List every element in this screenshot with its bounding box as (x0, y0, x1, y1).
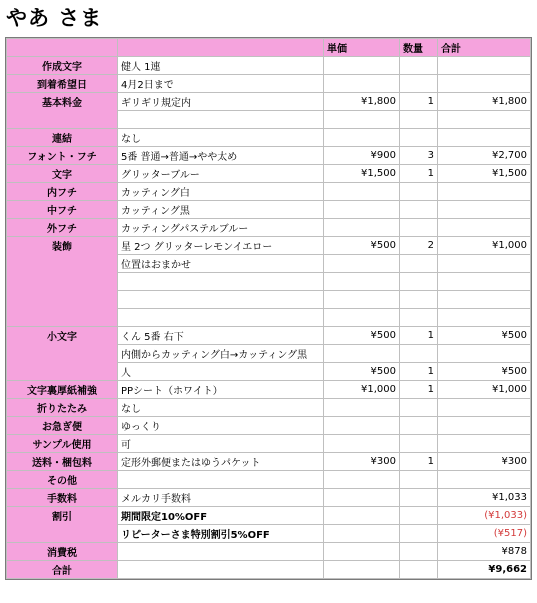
table-row (7, 183, 531, 201)
row-price-base-fee: ¥1,800 (324, 93, 400, 111)
row-total-backing: ¥1,000 (438, 381, 531, 399)
row-total-tax: ¥878 (438, 543, 531, 561)
row-desc-arrival-date: 4月2日まで (118, 75, 324, 93)
row-label-link: 連結 (7, 129, 118, 147)
table-row (7, 93, 531, 111)
row-desc-shipping: 定形外郵便またはゆうパケット (118, 453, 324, 471)
row-price-backing: ¥1,000 (324, 381, 400, 399)
row-label-small-text: 小文字 (7, 327, 118, 381)
page-title: やあ さま (6, 6, 103, 30)
row-qty-small-text-3: 1 (400, 363, 438, 381)
row-desc-link: なし (118, 129, 324, 147)
row-price-small-text-3: ¥500 (324, 363, 400, 381)
header-blank-desc (118, 39, 324, 57)
row-label-inner-edge: 内フチ (7, 183, 118, 201)
row-desc-base-fee: ギリギリ規定内 (118, 93, 324, 111)
row-label-shipping: 送料・梱包料 (7, 453, 118, 471)
row-desc-small-text-1: くん 5番 右下 (118, 327, 324, 345)
row-total-small-text-1: ¥500 (438, 327, 531, 345)
row-label-sample: サンプル使用 (7, 435, 118, 453)
row-total-shipping: ¥300 (438, 453, 531, 471)
header-unit-price: 単価 (324, 39, 400, 57)
row-total-text-color: ¥1,500 (438, 165, 531, 183)
row-label-arrival-date: 到着希望日 (7, 75, 118, 93)
row-qty-font-edge: 3 (400, 147, 438, 165)
table-row (7, 543, 531, 561)
header-quantity: 数量 (400, 39, 438, 57)
row-label-other: その他 (7, 471, 118, 489)
table-row (7, 399, 531, 417)
row-desc-text-color: グリッターブルー (118, 165, 324, 183)
quote-table (6, 38, 531, 579)
row-total-small-text-3: ¥500 (438, 363, 531, 381)
row-qty-decoration: 2 (400, 237, 438, 255)
row-total-grand-total: ¥9,662 (438, 561, 531, 579)
row-label-text-color: 文字 (7, 165, 118, 183)
row-desc-sample: 可 (118, 435, 324, 453)
table-row (7, 561, 531, 579)
row-desc-small-text-3: 人 (118, 363, 324, 381)
row-desc-outer-edge: カッティングパステルブルー (118, 219, 324, 237)
row-label-middle-edge: 中フチ (7, 201, 118, 219)
table-row (7, 57, 531, 75)
row-desc-small-text-2: 内側からカッティング白→カッティング黒 (118, 345, 324, 363)
table-row (7, 453, 531, 471)
row-desc-font-edge: 5番 普通→普通→やや太め (118, 147, 324, 165)
row-total-base-fee: ¥1,800 (438, 93, 531, 111)
row-desc-discount-2: リピーターさま特別割引5%OFF (118, 525, 324, 543)
row-price-decoration: ¥500 (324, 237, 400, 255)
header-row (7, 39, 531, 57)
row-total-font-edge: ¥2,700 (438, 147, 531, 165)
row-qty-text-color: 1 (400, 165, 438, 183)
row-label-base-fee: 基本料金 (7, 93, 118, 129)
row-price-font-edge: ¥900 (324, 147, 400, 165)
row-qty-shipping: 1 (400, 453, 438, 471)
table-row (7, 417, 531, 435)
row-total-discount-1: (¥1,033) (438, 507, 531, 525)
row-price-shipping: ¥300 (324, 453, 400, 471)
row-desc-commission: メルカリ手数料 (118, 489, 324, 507)
table-row (7, 237, 531, 255)
row-desc-middle-edge: カッティング黒 (118, 201, 324, 219)
row-desc-express: ゆっくり (118, 417, 324, 435)
row-desc-creation-text: 健人 1連 (118, 57, 324, 75)
row-desc-decoration: 星 2つ グリッターレモンイエロー (118, 237, 324, 255)
row-price-text-color: ¥1,500 (324, 165, 400, 183)
row-desc-backing: PPシート（ホワイト） (118, 381, 324, 399)
row-label-outer-edge: 外フチ (7, 219, 118, 237)
row-qty-small-text-1: 1 (400, 327, 438, 345)
row-label-font-edge: フォント・フチ (7, 147, 118, 165)
row-qty-backing: 1 (400, 381, 438, 399)
table-row (7, 507, 531, 525)
row-price-small-text-1: ¥500 (324, 327, 400, 345)
table-row (7, 381, 531, 399)
table-row (7, 201, 531, 219)
table-row (7, 129, 531, 147)
row-label-tax: 消費税 (7, 543, 118, 561)
row-label-backing: 文字裏厚紙補強 (7, 381, 118, 399)
table-row (7, 489, 531, 507)
row-label-express: お急ぎ便 (7, 417, 118, 435)
row-total-decoration: ¥1,000 (438, 237, 531, 255)
row-total-commission: ¥1,033 (438, 489, 531, 507)
table-row (7, 75, 531, 93)
table-row (7, 219, 531, 237)
row-label-decoration: 装飾 (7, 237, 118, 327)
row-label-grand-total: 合計 (7, 561, 118, 579)
table-row (7, 147, 531, 165)
table-row (7, 471, 531, 489)
row-label-discount: 割引 (7, 507, 118, 543)
header-blank-label (7, 39, 118, 57)
row-desc-fold: なし (118, 399, 324, 417)
table-row (7, 327, 531, 345)
header-total: 合計 (438, 39, 531, 57)
row-desc-discount-1: 期間限定10%OFF (118, 507, 324, 525)
row-desc-decoration-note: 位置はおまかせ (118, 255, 324, 273)
row-total-discount-2: (¥517) (438, 525, 531, 543)
table-row (7, 165, 531, 183)
row-label-fold: 折りたたみ (7, 399, 118, 417)
row-qty-base-fee: 1 (400, 93, 438, 111)
row-label-creation-text: 作成文字 (7, 57, 118, 75)
table-row (7, 435, 531, 453)
row-desc-inner-edge: カッティング白 (118, 183, 324, 201)
row-label-commission: 手数料 (7, 489, 118, 507)
